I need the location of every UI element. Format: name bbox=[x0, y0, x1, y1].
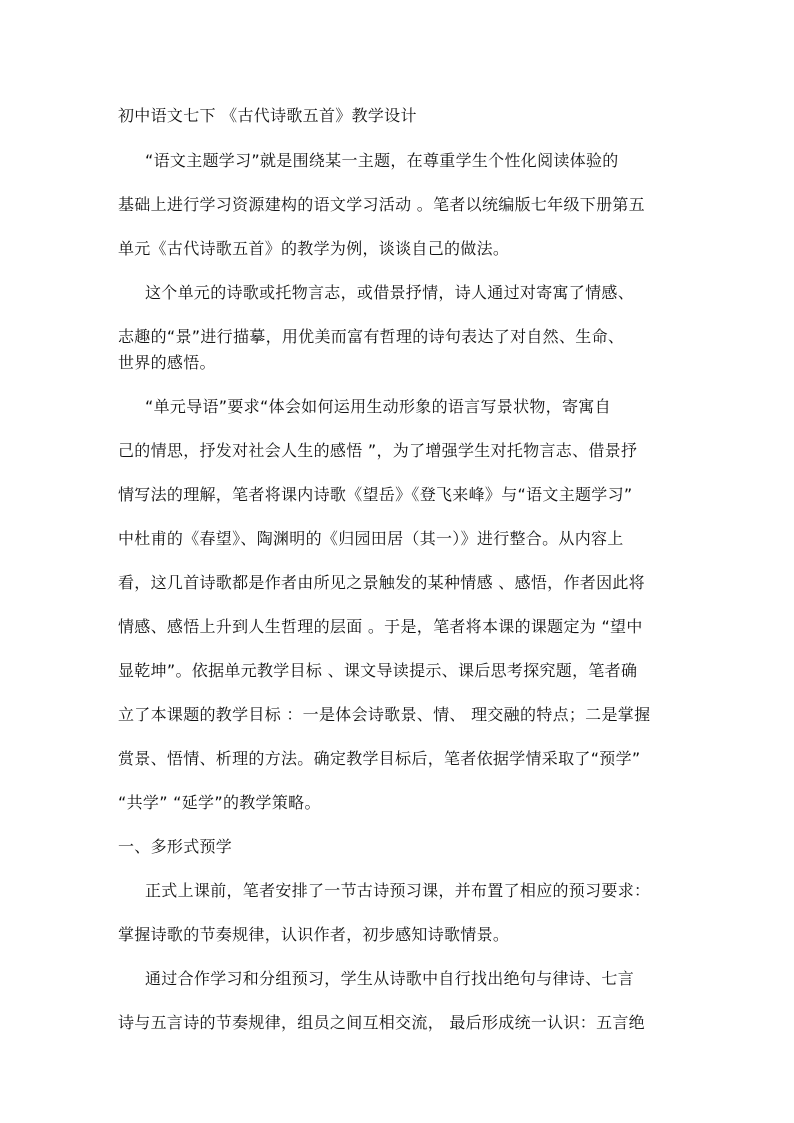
paragraph-line: 己的情思，抒发对社会人生的感悟 ”，为了增强学生对托物言志、借景抒 bbox=[118, 441, 638, 460]
paragraph-line: 通过合作学习和分组预习，学生从诗歌中自行找出绝句与律诗、七言 bbox=[145, 969, 635, 988]
paragraph-line: 基础上进行学习资源建构的语文学习活动 。笔者以统编版七年级下册第五 bbox=[118, 195, 645, 214]
paragraph-line: “共学” “延学”的教学策略。 bbox=[118, 793, 321, 812]
paragraph-line: 赏景、悟情、析理的方法。确定教学目标后，笔者依据学情采取了“预学” bbox=[118, 749, 641, 768]
paragraph-line: 世界的感悟。 bbox=[118, 353, 216, 372]
paragraph-line: 情写法的理解，笔者将课内诗歌《望岳》《登飞来峰》与“语文主题学习” bbox=[118, 485, 633, 504]
paragraph-line: “单元导语”要求“体会如何运用生动形象的语言写景状物，寄寓自 bbox=[145, 397, 611, 416]
paragraph-line: 看，这几首诗歌都是作者由所见之景触发的某种情感 、感悟，作者因此将 bbox=[118, 573, 645, 592]
paragraph-line: 中杜甫的《春望》、陶渊明的《归园田居（其一）》进行整合。从内容上 bbox=[118, 529, 624, 548]
paragraph-line: 立了本课题的教学目标 ：一是体会诗歌景、情、 理交融的特点；二是掌握 bbox=[118, 705, 651, 724]
paragraph-line: 志趣的“景”进行描摹，用优美而富有哲理的诗句表达了对自然、生命、 bbox=[118, 327, 625, 346]
paragraph-line: 单元《古代诗歌五首》的教学为例，谈谈自己的做法。 bbox=[118, 239, 510, 258]
section-heading: 一、多形式预学 bbox=[118, 837, 233, 856]
paragraph-line: “语文主题学习”就是围绕某一主题，在尊重学生个性化阅读体验的 bbox=[145, 151, 619, 170]
paragraph-line: 诗与五言诗的节奏规律，组员之间互相交流， 最后形成统一认识：五言绝 bbox=[118, 1013, 645, 1032]
paragraph-line: 这个单元的诗歌或托物言志，或借景抒情，诗人通过对寄寓了情感、 bbox=[145, 283, 635, 302]
paragraph-line: 显乾坤”。依据单元教学目标 、课文导读提示、课后思考探究题，笔者确 bbox=[118, 661, 638, 680]
paragraph-line: 正式上课前，笔者安排了一节古诗预习课，并布置了相应的预习要求： bbox=[145, 881, 651, 900]
paragraph-line: 掌握诗歌的节奏规律，认识作者，初步感知诗歌情景。 bbox=[118, 925, 510, 944]
paragraph-line: 情感、感悟上升到人生哲理的层面 。于是，笔者将本课的课题定为 “望中 bbox=[118, 617, 643, 636]
document-title: 初中语文七下 《古代诗歌五首》教学设计 bbox=[118, 106, 417, 125]
